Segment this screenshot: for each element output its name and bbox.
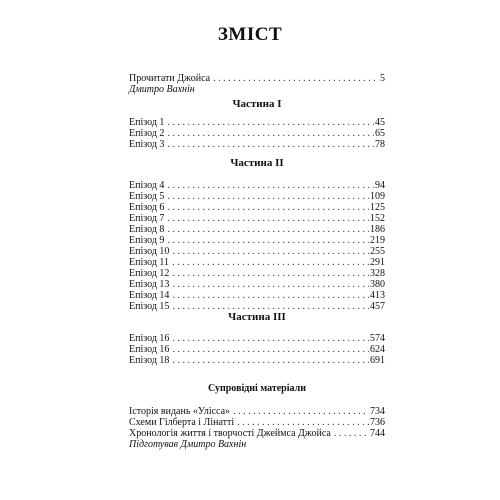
- leader-dots: [237, 417, 369, 428]
- entry-page: 291: [370, 257, 385, 268]
- entry-page: 94: [375, 180, 385, 191]
- toc-entry[interactable]: [129, 224, 385, 235]
- entry-page: 380: [370, 279, 385, 290]
- toc-entry[interactable]: [129, 355, 385, 366]
- leader-dots: [172, 279, 369, 290]
- page-title: ЗМІСТ: [217, 24, 283, 45]
- entry-page: 78: [375, 139, 385, 150]
- entry-label: Схеми Гілберта і Лінатті: [129, 417, 235, 428]
- part-3-heading: Частина ІІІ: [228, 311, 286, 323]
- leader-dots: [167, 180, 374, 191]
- intro-section: [129, 73, 385, 96]
- entry-page: 328: [370, 268, 385, 279]
- leader-dots: [167, 202, 369, 213]
- leader-dots: [167, 213, 369, 224]
- part-3-entries: [129, 333, 385, 366]
- entry-label: Епізод 18: [129, 355, 170, 366]
- entry-label: Епізод 13: [129, 279, 170, 290]
- entry-label: Прочитати Джойса: [129, 73, 211, 84]
- entry-label: Епізод 11: [129, 257, 170, 268]
- toc-entry[interactable]: [129, 117, 385, 128]
- toc-entry[interactable]: [129, 257, 385, 268]
- toc-entry[interactable]: [129, 128, 385, 139]
- entry-label: Епізод 12: [129, 268, 170, 279]
- entry-page: 5: [380, 73, 385, 84]
- entry-page: 255: [370, 246, 385, 257]
- supplementary-entries: [129, 406, 385, 451]
- entry-page: 109: [370, 191, 385, 202]
- toc-entry[interactable]: [129, 139, 385, 150]
- supplementary-author: Підготував Дмитро Вахнін: [129, 439, 247, 450]
- toc-entry[interactable]: [129, 290, 385, 301]
- leader-dots: [167, 191, 369, 202]
- toc-entry[interactable]: [129, 279, 385, 290]
- leader-dots: [172, 344, 369, 355]
- entry-label: Хронологія життя і творчості Джеймса Джойса: [129, 428, 331, 439]
- entry-page: 691: [370, 355, 385, 366]
- entry-label: Епізод 6: [129, 202, 165, 213]
- entry-page: 457: [370, 301, 385, 312]
- entry-page: 65: [375, 128, 385, 139]
- toc-entry-intro[interactable]: [129, 73, 385, 84]
- toc-entry[interactable]: [129, 180, 385, 191]
- part-1-heading: Частина І: [232, 98, 282, 110]
- intro-author: Дмитро Вахнін: [129, 84, 195, 95]
- leader-dots: [172, 257, 369, 268]
- entry-page: 574: [370, 333, 385, 344]
- leader-dots: [334, 428, 369, 439]
- entry-label: Епізод 2: [129, 128, 165, 139]
- part-2-entries: [129, 180, 385, 312]
- entry-label: Історія видань «Улісса»: [129, 406, 231, 417]
- entry-label: Епізод 10: [129, 246, 170, 257]
- leader-dots: [172, 290, 369, 301]
- entry-page: 219: [370, 235, 385, 246]
- entry-label: Епізод 4: [129, 180, 165, 191]
- supplementary-heading: Супровідні матеріали: [208, 383, 306, 394]
- entry-label: Епізод 15: [129, 301, 170, 312]
- leader-dots: [213, 73, 379, 84]
- toc-entry[interactable]: [129, 246, 385, 257]
- entry-label: Епізод 8: [129, 224, 165, 235]
- entry-page: 125: [370, 202, 385, 213]
- leader-dots: [167, 139, 374, 150]
- leader-dots: [172, 246, 369, 257]
- leader-dots: [167, 117, 374, 128]
- toc-entry[interactable]: [129, 428, 385, 439]
- leader-dots: [167, 224, 369, 235]
- entry-page: 45: [375, 117, 385, 128]
- leader-dots: [233, 406, 369, 417]
- leader-dots: [167, 128, 374, 139]
- entry-label: Епізод 3: [129, 139, 165, 150]
- toc-entry[interactable]: [129, 268, 385, 279]
- toc-entry[interactable]: [129, 202, 385, 213]
- entry-page: 744: [370, 428, 385, 439]
- toc-entry[interactable]: [129, 213, 385, 224]
- entry-page: 152: [370, 213, 385, 224]
- entry-page: 734: [370, 406, 385, 417]
- entry-page: 624: [370, 344, 385, 355]
- entry-label: Епізод 5: [129, 191, 165, 202]
- entry-label: Епізод 1: [129, 117, 165, 128]
- entry-label: Епізод 7: [129, 213, 165, 224]
- entry-label: Епізод 16: [129, 333, 170, 344]
- leader-dots: [172, 268, 369, 279]
- part-1-entries: [129, 117, 385, 150]
- toc-entry[interactable]: [129, 417, 385, 428]
- leader-dots: [172, 333, 369, 344]
- leader-dots: [167, 235, 369, 246]
- entry-label: Епізод 16: [129, 344, 170, 355]
- part-2-heading: Частина ІІ: [230, 157, 284, 169]
- toc-entry[interactable]: [129, 191, 385, 202]
- entry-page: 186: [370, 224, 385, 235]
- toc-entry[interactable]: [129, 344, 385, 355]
- entry-page: 413: [370, 290, 385, 301]
- toc-entry[interactable]: [129, 235, 385, 246]
- entry-label: Епізод 9: [129, 235, 165, 246]
- leader-dots: [172, 355, 369, 366]
- entry-label: Епізод 14: [129, 290, 170, 301]
- entry-page: 736: [370, 417, 385, 428]
- toc-entry[interactable]: [129, 406, 385, 417]
- toc-entry[interactable]: [129, 333, 385, 344]
